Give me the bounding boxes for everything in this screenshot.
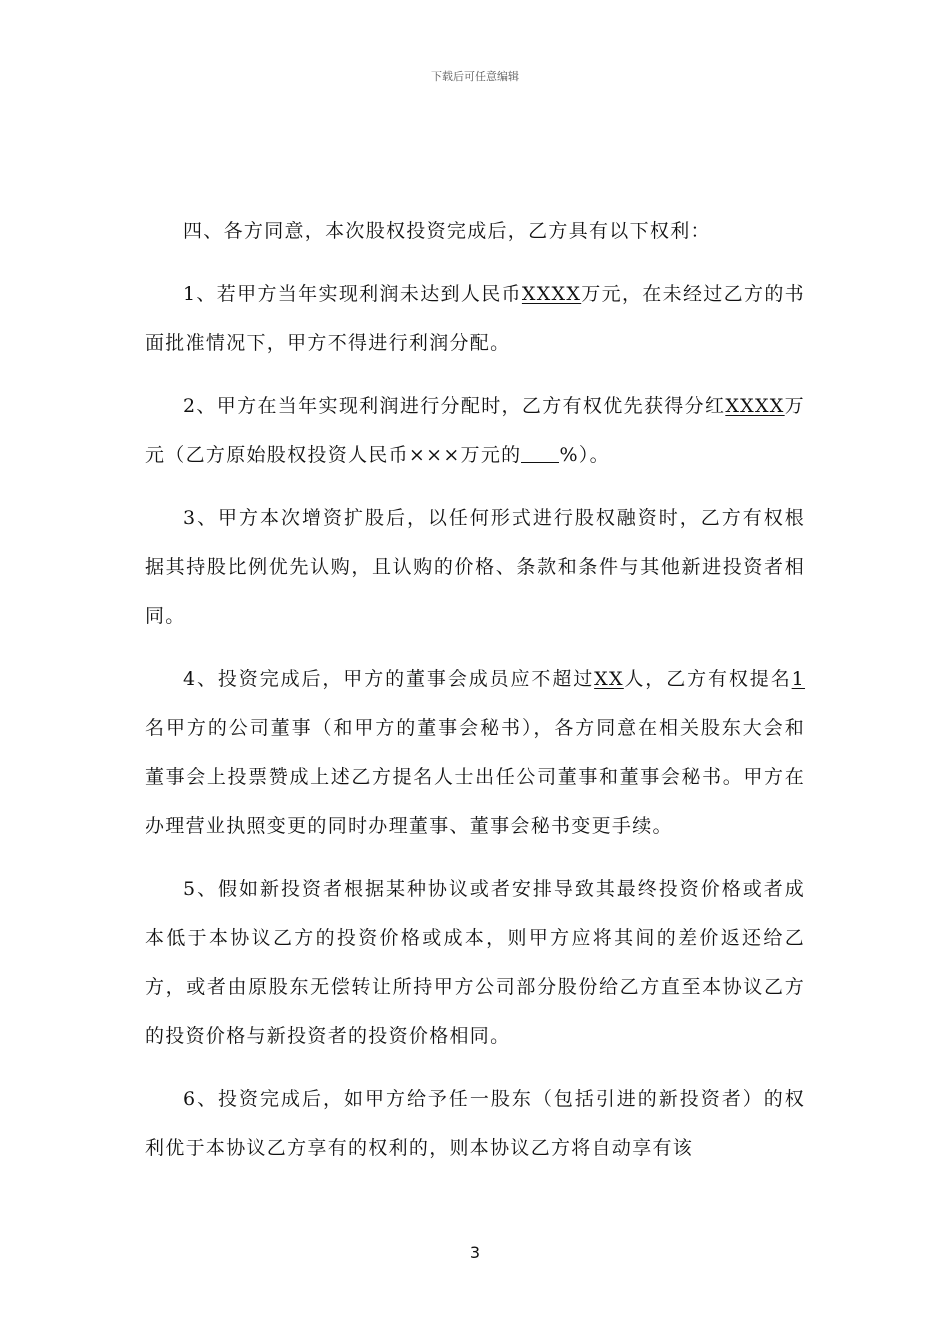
clause-1: 1、若甲方当年实现利润未达到人民币XXXX万元，在未经过乙方的书面批准情况下，甲方不得进行利润分配。 <box>145 283 805 354</box>
clause-intro: 四、各方同意，本次股权投资完成后，乙方具有以下权利： <box>183 220 711 242</box>
percent-blank <box>521 444 559 463</box>
clause-2: 2、甲方在当年实现利润进行分配时，乙方有权优先获得分红XXXX万元（乙方原始股权投资人民币×××万元的 %）。 <box>145 395 805 466</box>
page-number: 3 <box>469 1243 481 1262</box>
board-size-placeholder: XX <box>594 668 624 690</box>
amount-placeholder: XXXX <box>521 283 582 305</box>
director-count-placeholder: 1 <box>791 668 806 690</box>
dividend-placeholder: XXXX <box>725 395 785 417</box>
clause-3: 3、甲方本次增资扩股后，以任何形式进行股权融资时，乙方有权根据其持股比例优先认购，且认购的价格、条款和条件与其他新进投资者相同。 <box>145 507 805 627</box>
clause-4: 4、投资完成后，甲方的董事会成员应不超过XX人，乙方有权提名1名甲方的公司董事（和甲方的董事会秘书），各方同意在相关股东大会和董事会上投票赞成上述乙方提名人士出任公司董事和董事会秘书。甲方在办理营业执照变更的同时办理董事、董事会秘书变更手续。 <box>145 668 806 837</box>
clause-6: 6、投资完成后，如甲方给予任一股东（包括引进的新投资者）的权利优于本协议乙方享有的权利的，则本协议乙方将自动享有该 <box>145 1088 805 1159</box>
document-body <box>145 207 805 1187</box>
page-header: 下载后可任意编辑 <box>431 70 519 83</box>
clause-5: 5、假如新投资者根据某种协议或者安排导致其最终投资价格或者成本低于本协议乙方的投资价格或成本，则甲方应将其间的差价返还给乙方，或者由原股东无偿转让所持甲方公司部分股份给乙方直至本协议乙方的投资价格与新投资者的投资价格相同。 <box>145 878 805 1047</box>
